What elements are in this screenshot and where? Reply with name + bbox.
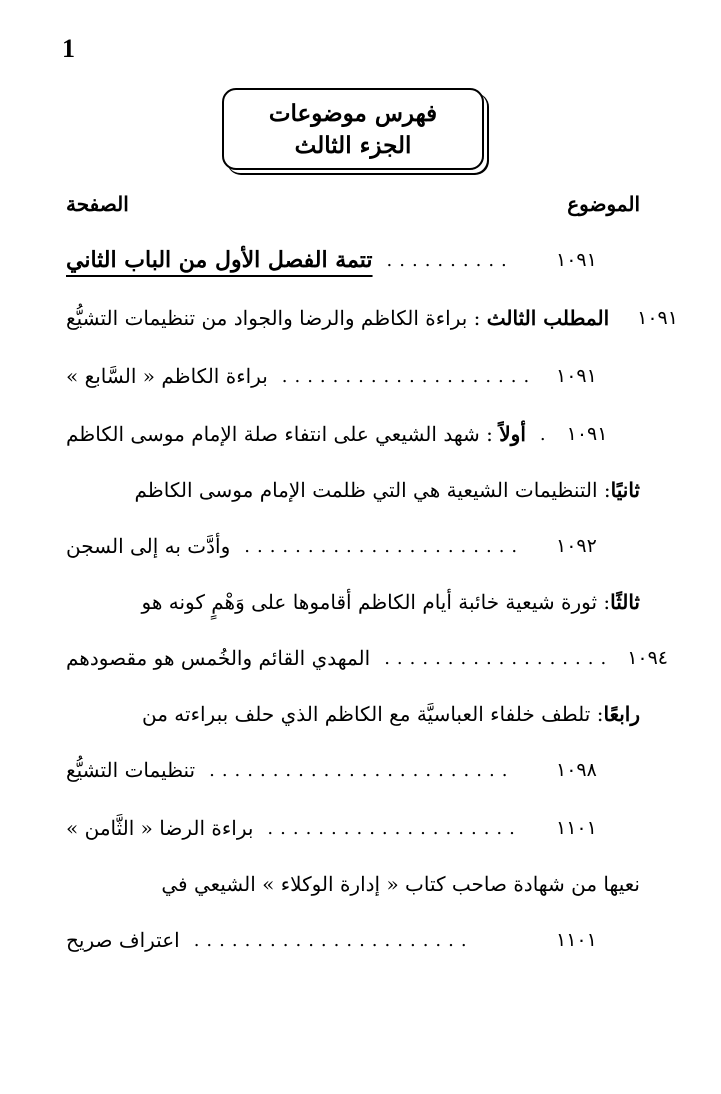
toc-entry bbox=[66, 638, 669, 678]
toc-entry-label bbox=[66, 534, 230, 558]
toc-entry-line bbox=[150, 864, 640, 904]
toc-entry bbox=[66, 526, 640, 566]
toc-leader-dots: .......... bbox=[386, 249, 514, 271]
column-header-topic: الموضوع bbox=[567, 192, 640, 216]
toc-page-number: ١١٠١ bbox=[556, 817, 597, 839]
toc-leader-dots: .................. bbox=[384, 647, 614, 669]
toc-entry bbox=[66, 356, 640, 396]
toc-entry-label bbox=[66, 928, 180, 952]
toc-entry bbox=[66, 414, 640, 454]
title-line-1: فهرس موضوعات bbox=[268, 100, 438, 127]
toc-page-number: ١٠٩١ bbox=[637, 307, 678, 329]
toc-entry bbox=[66, 920, 640, 960]
toc-entry-label bbox=[66, 758, 195, 782]
toc-entry-text: : شهد الشيعي على انتفاء صلة الإمام موسى الكاظم bbox=[66, 422, 500, 446]
toc-entry bbox=[66, 750, 640, 790]
toc-entry-text: براءة الرضا « الثَّامن » bbox=[66, 816, 254, 840]
toc-leader-dots: .................... bbox=[281, 365, 537, 387]
toc-leader-dots: ...................... bbox=[244, 535, 525, 557]
toc-entry-bold: ثانيًا bbox=[610, 478, 640, 502]
toc-entry-text: : تلطف خلفاء العباسيَّة مع الكاظم الذي حلف ببراءته من bbox=[141, 702, 604, 726]
toc-entry-text: نعيها من شهادة صاحب كتاب « إدارة الوكلاء » الشيعي في bbox=[161, 872, 640, 896]
toc-page-number: ١٠٩٤ bbox=[627, 647, 669, 669]
toc-entry-text: براءة الكاظم « السَّابع » bbox=[66, 364, 268, 388]
page-number: 1 bbox=[62, 34, 75, 63]
toc-entry bbox=[66, 808, 640, 848]
toc-leader-dots: .................... bbox=[267, 817, 522, 839]
toc-entry-text: المهدي القائم والخُمس هو مقصودهم bbox=[66, 646, 371, 670]
title-box bbox=[222, 88, 484, 170]
toc-entry bbox=[66, 240, 640, 280]
toc-entry-label bbox=[66, 816, 253, 840]
toc-entry-line bbox=[141, 694, 640, 734]
toc-entry-label bbox=[66, 364, 268, 388]
toc-entry-bold: ثالثًا bbox=[610, 590, 640, 614]
toc-page-number: ١١٠١ bbox=[556, 929, 597, 951]
toc-entry-label bbox=[66, 646, 370, 670]
toc-entry-line bbox=[141, 582, 640, 622]
toc-entry-line bbox=[134, 470, 640, 510]
toc-entry-bold: المطلب الثالث bbox=[486, 306, 610, 330]
toc-entry-text: اعتراف صريح bbox=[66, 928, 180, 952]
toc-entry-text: وأدَّت به إلى السجن bbox=[66, 534, 231, 558]
toc-entry-text: : ثورة شيعية خائبة أيام الكاظم أقاموها على وَهْمٍ كونه هو bbox=[141, 590, 611, 614]
toc-entry-bold: رابعًا bbox=[603, 702, 640, 726]
column-header-page: الصفحة bbox=[66, 192, 129, 216]
toc-leader-dots: . bbox=[539, 423, 553, 445]
toc-page-number: ١٠٩١ bbox=[566, 423, 608, 445]
toc-entry-label: تتمة الفصل الأول من الباب الثاني bbox=[66, 247, 373, 273]
toc-entry-text: : براءة الكاظم والرضا والجواد من تنظيمات التشيُّع bbox=[66, 306, 487, 330]
toc-leader-dots: ........................ bbox=[209, 759, 515, 781]
toc-leader-dots: ...................... bbox=[193, 929, 474, 951]
toc-entry-bold: أولاً bbox=[499, 422, 526, 446]
toc-entry bbox=[66, 298, 678, 338]
title-line-2: الجزء الثالث bbox=[294, 132, 412, 159]
toc-page-number: ١٠٩٢ bbox=[556, 535, 597, 557]
toc-entry-label bbox=[66, 306, 609, 330]
toc-entry-label bbox=[66, 422, 526, 446]
toc-entry-text: تنظيمات التشيُّع bbox=[66, 758, 196, 782]
toc-page-number: ١٠٩٨ bbox=[556, 759, 597, 781]
toc-entry-text: : التنظيمات الشيعية هي التي ظلمت الإمام موسى الكاظم bbox=[134, 478, 611, 502]
toc-page-number: ١٠٩١ bbox=[556, 249, 597, 271]
toc-page-number: ١٠٩١ bbox=[556, 365, 597, 387]
